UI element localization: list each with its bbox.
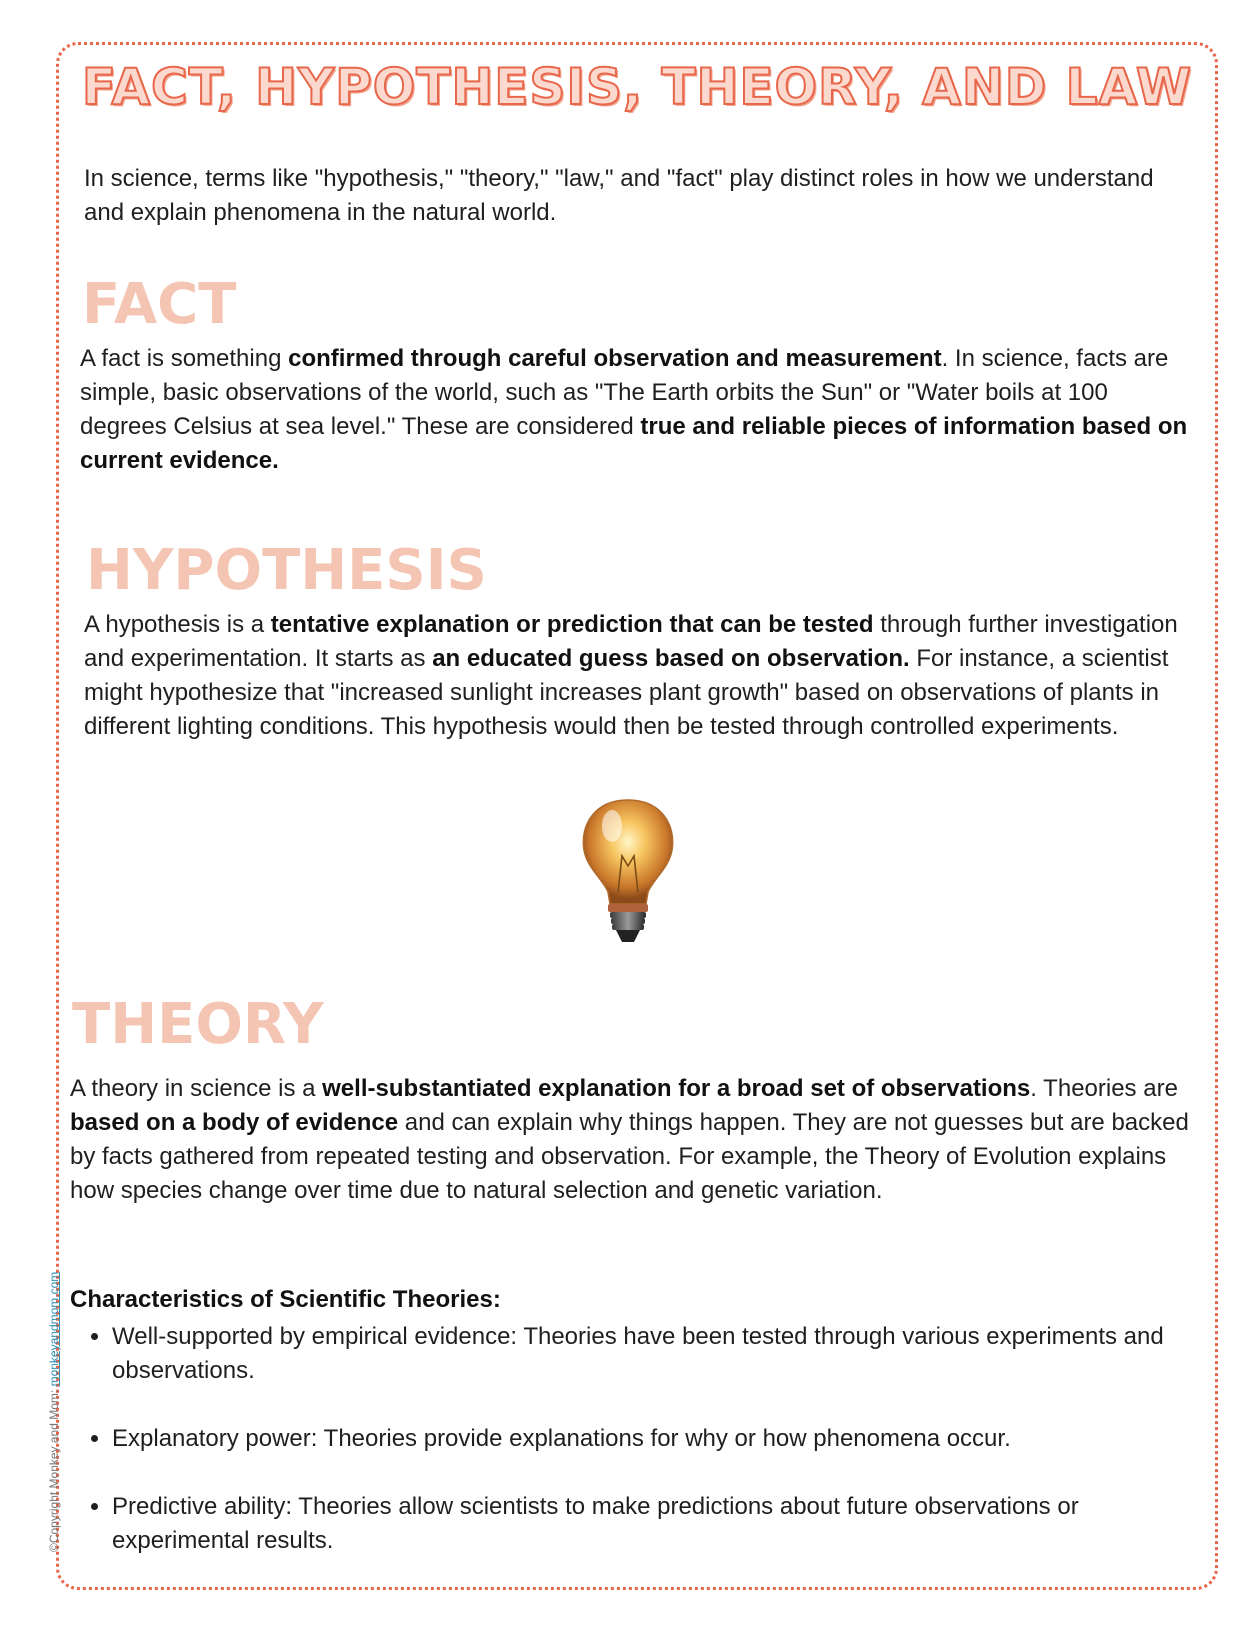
characteristics-list bbox=[86, 1320, 1212, 1592]
theory-paragraph: A theory in science is a well-substantiated explanation for a broad set of observations. Theories are based on a body of evidence and can explain why things happen. They are not guesses but are backed by facts gathered from repeated testing and observation. For example, the Theory of Evolution explains how species change over time due to natural selection and genetic variation. bbox=[70, 1075, 1189, 1204]
list-item: • Predictive ability: Theories allow scientists to make predictions about future observations or experimental results. bbox=[112, 1490, 1212, 1558]
hypothesis-paragraph: A hypothesis is a tentative explanation or prediction that can be tested through further investigation and experimentation. It starts as an educated guess based on observation. For instance, a scientist might hypothesize that "increased sunlight increases plant growth" based on observations of plants in different lighting conditions. This hypothesis would then be tested through controlled experiments. bbox=[84, 611, 1178, 740]
copyright-site-link[interactable]: monkeyandmom.com bbox=[47, 1271, 61, 1387]
hypothesis-heading: HYPOTHESIS bbox=[86, 538, 487, 603]
characteristics-heading: Characteristics of Scientific Theories: bbox=[70, 1286, 501, 1313]
copyright-notice: ©Copyright Monkey and Mom: monkeyandmom.com bbox=[47, 1271, 61, 1552]
lightbulb-icon bbox=[572, 796, 684, 948]
list-item: • Well-supported by empirical evidence: Theories have been tested through various experiments and observations. bbox=[112, 1320, 1212, 1388]
intro-paragraph: In science, terms like "hypothesis," "theory," "law," and "fact" play distinct roles in how we understand and explain phenomena in the natural world. bbox=[84, 165, 1154, 226]
fact-paragraph: A fact is something confirmed through careful observation and measurement. In science, facts are simple, basic observations of the world, such as "The Earth orbits the Sun" or "Water boils at 100 degrees Celsius at sea level." These are considered true and reliable pieces of information based on current evidence. bbox=[80, 345, 1188, 474]
page-title: FACT, HYPOTHESIS, THEORY, AND LAW bbox=[81, 58, 1193, 116]
fact-heading: FACT bbox=[82, 272, 237, 337]
theory-heading: THEORY bbox=[72, 992, 324, 1057]
list-item: • Explanatory power: Theories provide explanations for why or how phenomena occur. bbox=[112, 1422, 1212, 1456]
